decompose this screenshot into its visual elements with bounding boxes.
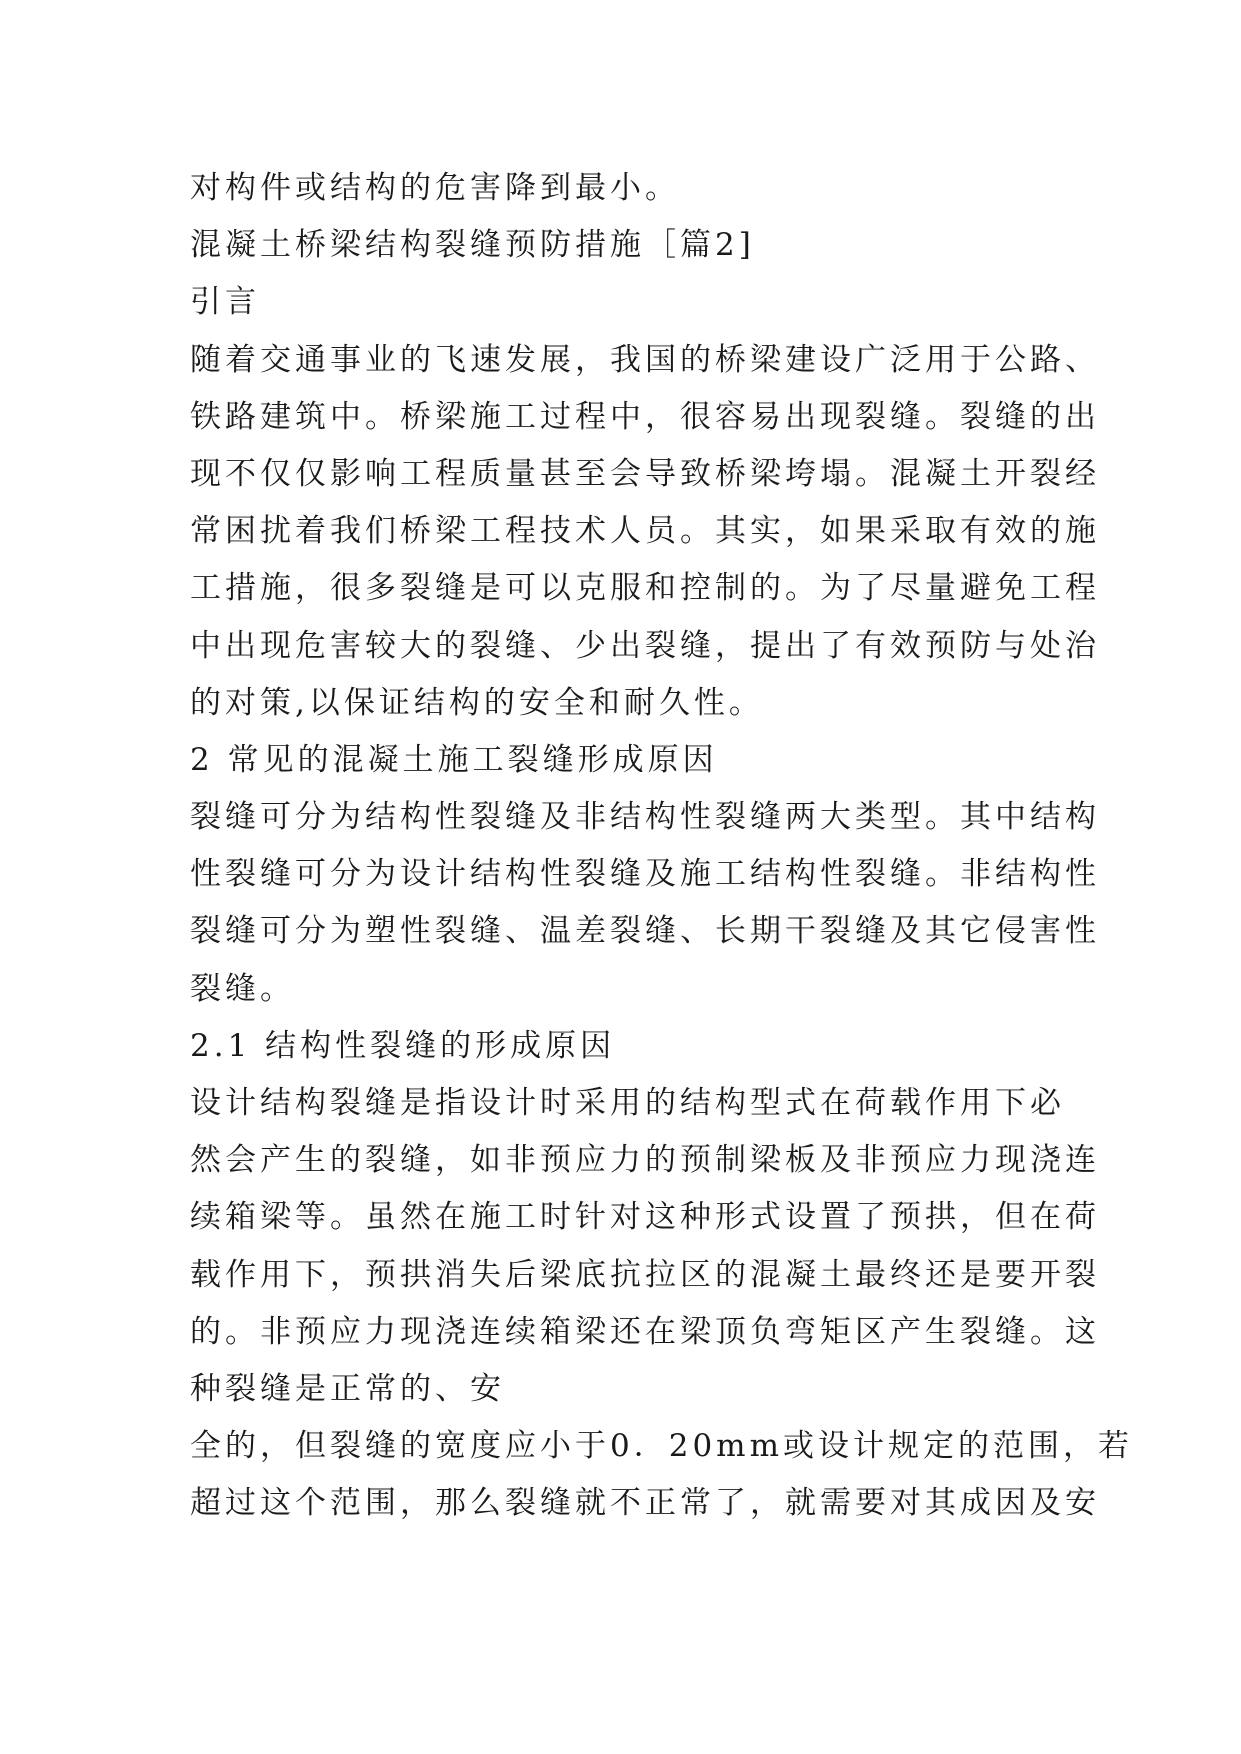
- text-line: 设计结构裂缝是指设计时采用的结构型式在荷载作用下必: [190, 1085, 1065, 1121]
- text-line: 中出现危害较大的裂缝、少出裂缝，提出了有效预防与处治: [190, 627, 1100, 664]
- text-line: 的。非预应力现浇连续箱梁还在梁顶负弯矩区产生裂缝。这: [190, 1313, 1100, 1350]
- text-line: 超过这个范围，那么裂缝就不正常了，就需要对其成因及安: [190, 1485, 1100, 1522]
- section-heading: 2.1 结构性裂缝的形成原因: [190, 1027, 616, 1064]
- section-heading: 引言: [190, 284, 260, 321]
- text-line: 载作用下，预拱消失后梁底抗拉区的混凝土最终还是要开裂: [190, 1256, 1100, 1293]
- text-line: 续箱梁等。虽然在施工时针对这种形式设置了预拱，但在荷: [190, 1199, 1100, 1236]
- text-line: 的对策,以保证结构的安全和耐久性。: [190, 684, 764, 721]
- text-line: 性裂缝可分为设计结构性裂缝及施工结构性裂缝。非结构性: [190, 856, 1100, 893]
- text-line: 现不仅仅影响工程质量甚至会导致桥梁垮塌。混凝土开裂经: [190, 455, 1100, 492]
- text-line: 裂缝。: [190, 970, 295, 1007]
- text-line: 全的，但裂缝的宽度应小于0．20mm或设计规定的范围，若: [190, 1428, 1133, 1465]
- text-line: 常困扰着我们桥梁工程技术人员。其实，如果采取有效的施: [190, 513, 1100, 550]
- text-line: 工措施，很多裂缝是可以克服和控制的。为了尽量避免工程: [190, 570, 1100, 607]
- section-heading: 2 常见的混凝土施工裂缝形成原因: [190, 741, 718, 778]
- text-line: 随着交通事业的飞速发展，我国的桥梁建设广泛用于公路、: [190, 341, 1100, 378]
- section-title: 混凝土桥梁结构裂缝预防措施［篇2]: [190, 227, 755, 264]
- text-line: 种裂缝是正常的、安: [190, 1370, 505, 1407]
- text-line: 然会产生的裂缝，如非预应力的预制梁板及非预应力现浇连: [190, 1142, 1100, 1179]
- text-line: 裂缝可分为结构性裂缝及非结构性裂缝两大类型。其中结构: [190, 799, 1100, 836]
- document-body: [190, 160, 1133, 1533]
- text-line: 铁路建筑中。桥梁施工过程中，很容易出现裂缝。裂缝的出: [190, 398, 1100, 435]
- text-line: 对构件或结构的危害降到最小。: [190, 170, 680, 206]
- text-line: 裂缝可分为塑性裂缝、温差裂缝、长期干裂缝及其它侵害性: [190, 913, 1100, 950]
